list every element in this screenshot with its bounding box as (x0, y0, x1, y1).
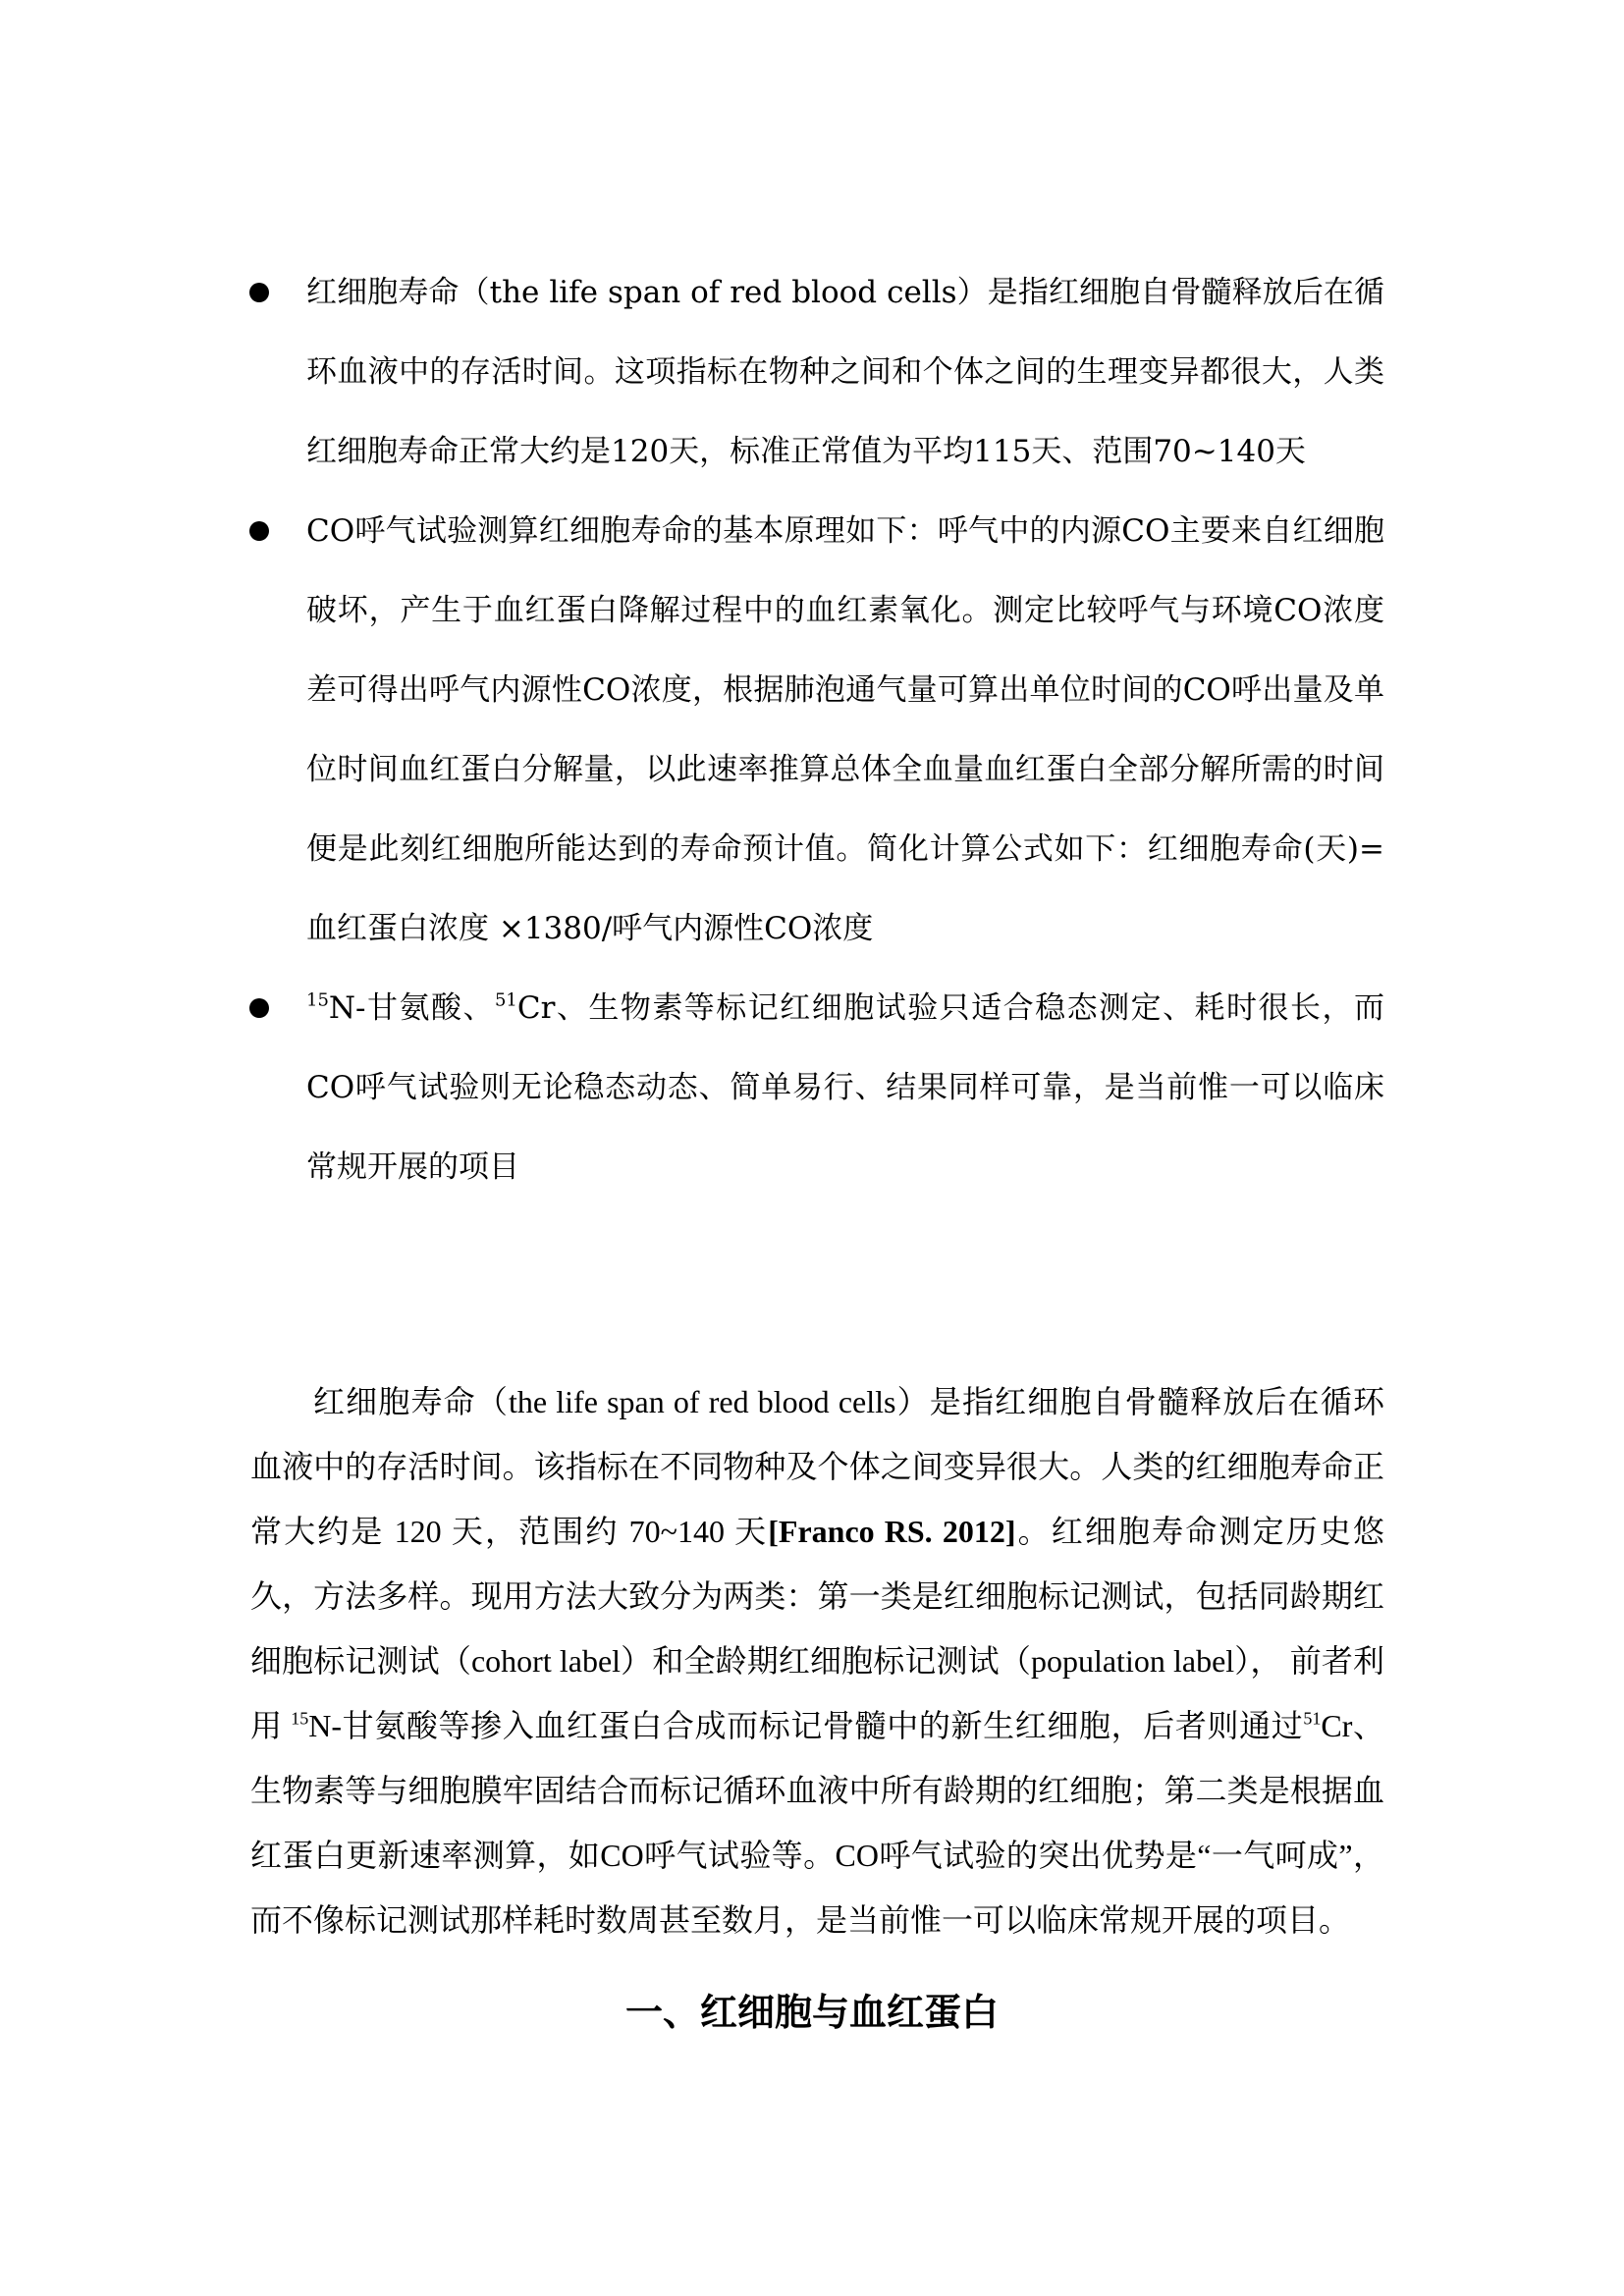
bullet-dot-icon (249, 521, 269, 541)
bullet-list (245, 253, 1384, 1207)
superscript-51: 51 (1303, 1708, 1322, 1729)
section-heading: 一、红细胞与血红蛋白 (624, 1991, 999, 2034)
text-segment: Cr、生物素等标记红细胞试验只适合稳态测定、耗时很长，而CO呼气试验则无论稳态动态、简单易行、结果同样可靠，是当前惟一可以临床常规开展的项目 (306, 990, 1384, 1185)
text-segment: 红细胞寿命（the life span of red blood cells）是指红细胞自骨髓释放后在循环血液中的存活时间。该指标在不同物种及个体之间变异很大。人类的红细胞寿命正常大约是 120 天，范围约 70~140 天 (250, 1384, 1384, 1549)
bullet-item-red-cell-lifespan (245, 253, 1384, 492)
text-segment: 。红细胞寿命测定历史悠久，方法多样。现用方法大致分为两类：第一类是红细胞标记测试，包括同龄期红细胞标记测试（cohort label）和全龄期红细胞标记测试（population label）， 前者利用 (250, 1514, 1384, 1743)
bullet-dot-icon (249, 998, 269, 1018)
text-segment: Cr、生物素等与细胞膜牢固结合而标记循环血液中所有龄期的红细胞；第二类是根据血红蛋白更新速率测算，如CO呼气试验等。CO呼气试验的突出优势是“一气呵成”，而不像标记测试那样耗时数周甚至数月，是当前惟一可以临床常规开展的项目。 (250, 1708, 1384, 1938)
bullet-item-co-principle (245, 492, 1384, 969)
superscript-51: 51 (494, 989, 517, 1011)
bullet-text: 红细胞寿命（the life span of red blood cells）是指红细胞自骨髓释放后在循环血液中的存活时间。这项指标在物种之间和个体之间的生理变异都很大，人类红细胞寿命正常大约是120天，标准正常值为平均115天、范围70~140天 (306, 275, 1384, 469)
text-segment: N-甘氨酸、 (328, 990, 495, 1026)
bullet-text: CO呼气试验测算红细胞寿命的基本原理如下：呼气中的内源CO主要来自红细胞破坏，产生于血红蛋白降解过程中的血红素氧化。测定比较呼气与环境CO浓度差可得出呼气内源性CO浓度，根据肺泡通气量可算出单位时间的CO呼出量及单位时间血红蛋白分解量，以此速率推算总体全血量血红蛋白全部分解所需的时间便是此刻红细胞所能达到的寿命预计值。简化计算公式如下：红细胞寿命(天)=血红蛋白浓度 ×1380/呼气内源性CO浓度 (306, 513, 1384, 946)
superscript-15: 15 (291, 1708, 309, 1729)
text-segment: N-甘氨酸等掺入血红蛋白合成而标记骨髓中的新生红细胞，后者则通过 (308, 1708, 1304, 1743)
bullet-dot-icon (249, 283, 269, 302)
bullet-item-label-comparison (245, 969, 1384, 1207)
body-paragraph (250, 1369, 1384, 1952)
bullet-text (306, 969, 1384, 1207)
citation-reference: [Franco RS. 2012] (768, 1514, 1016, 1549)
superscript-15: 15 (306, 989, 329, 1011)
